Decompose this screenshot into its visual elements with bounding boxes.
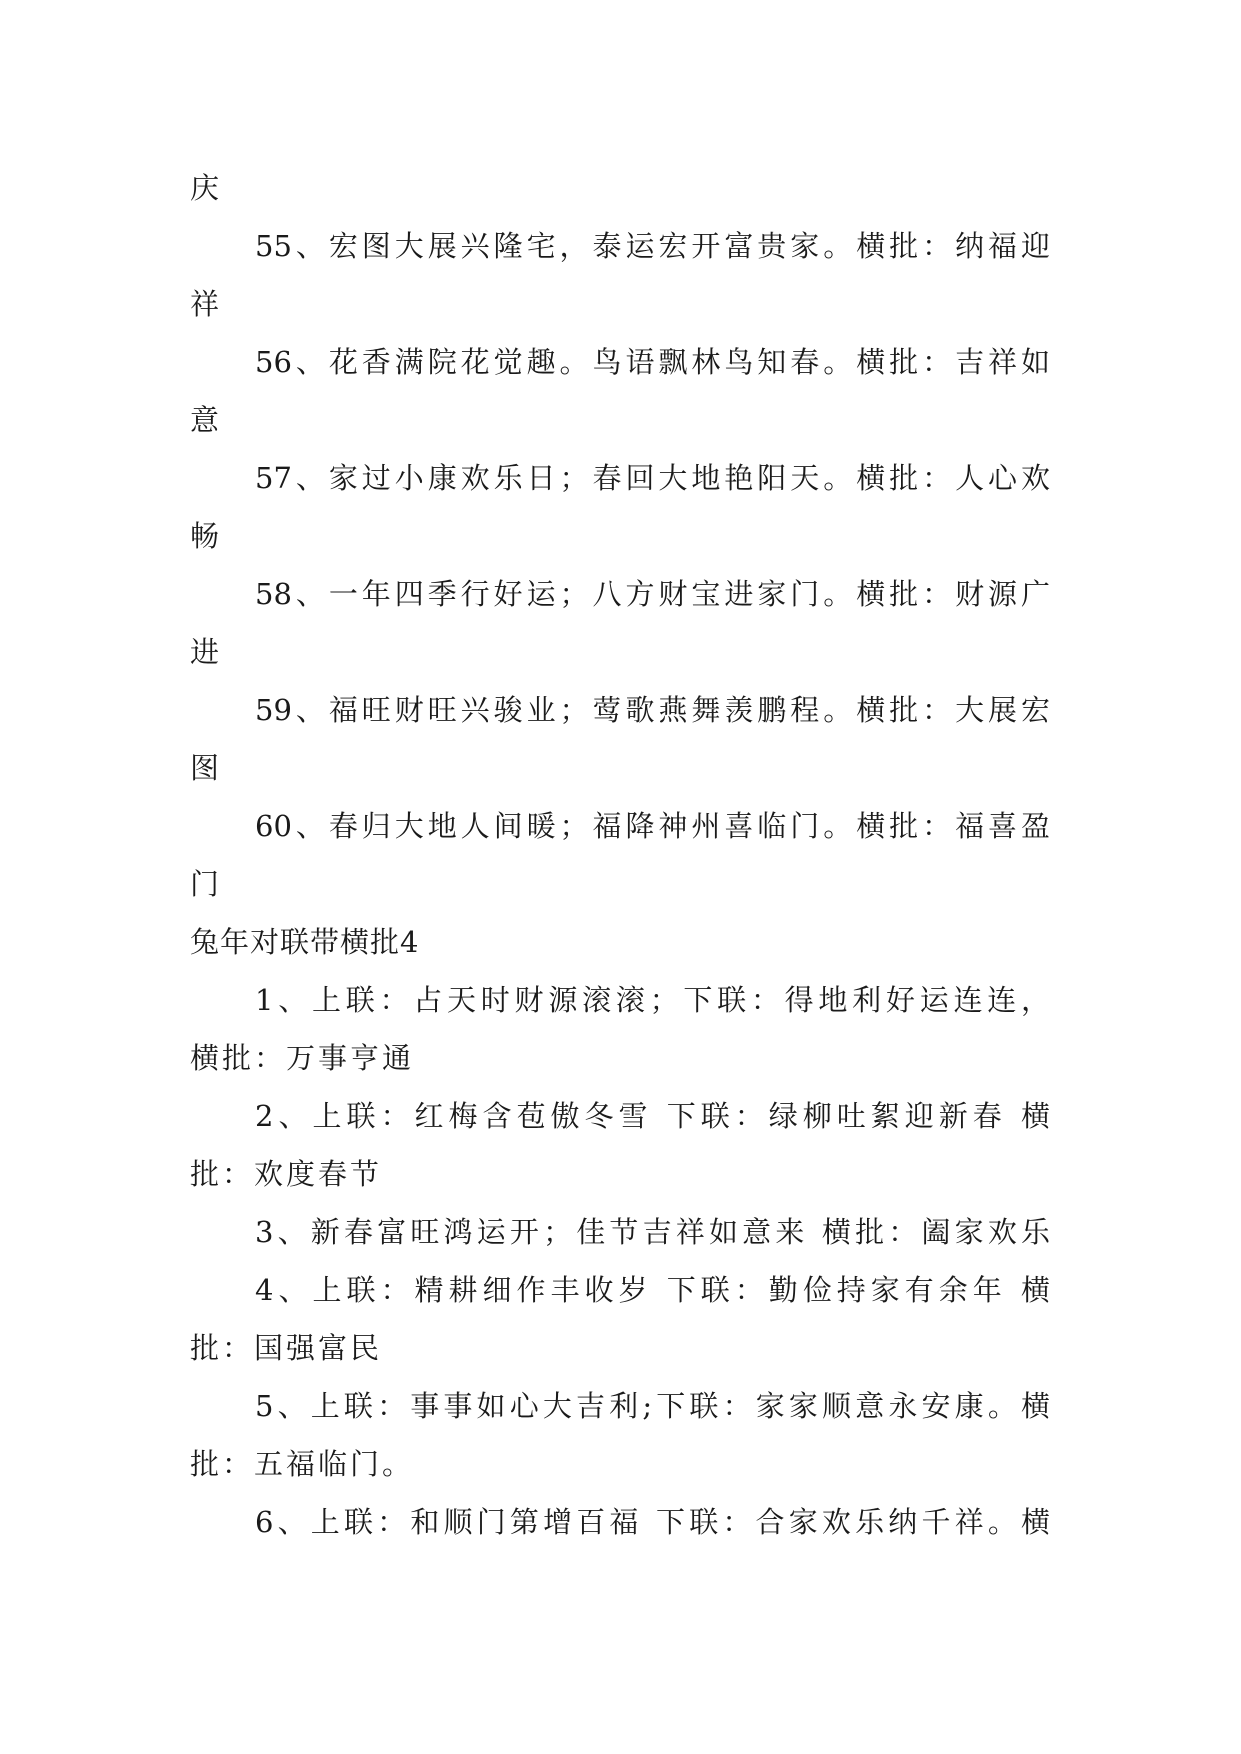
couplet-item-6: 6、上联：和顺门第增百福 下联：合家欢乐纳千祥。横 (255, 1505, 1050, 1539)
couplet-item-56: 56、花香满院花觉趣。鸟语飘林鸟知春。横批：吉祥如 (255, 345, 1050, 379)
text-line-continuation: 批：五福临门。 (190, 1447, 415, 1481)
couplet-item-3: 3、新春富旺鸿运开；佳节吉祥如意来 横批：阖家欢乐 (255, 1215, 1050, 1249)
couplet-item-1: 1、上联：占天时财源滚滚；下联：得地利好运连连， (255, 983, 1050, 1017)
couplet-item-4: 4、上联：精耕细作丰收岁 下联：勤俭持家有余年 横 (255, 1273, 1050, 1307)
text-line-continuation: 祥 (190, 287, 223, 321)
couplet-item-59: 59、福旺财旺兴骏业；莺歌燕舞羡鹏程。横批：大展宏 (255, 693, 1050, 727)
text-line-continuation: 横批：万事亨通 (190, 1041, 415, 1075)
text-line-continuation: 畅 (190, 519, 223, 553)
text-line-continuation: 进 (190, 635, 223, 669)
couplet-item-5: 5、上联：事事如心大吉利;下联：家家顺意永安康。横 (255, 1389, 1050, 1423)
couplet-item-58: 58、一年四季行好运；八方财宝进家门。横批：财源广 (255, 577, 1050, 611)
text-line-continuation: 意 (190, 403, 223, 437)
text-line-continuation: 门 (190, 867, 223, 901)
couplet-item-60: 60、春归大地人间暖；福降神州喜临门。横批：福喜盈 (255, 809, 1050, 843)
text-line-continuation: 批：欢度春节 (190, 1157, 383, 1191)
text-line-continuation: 批：国强富民 (190, 1331, 383, 1365)
couplet-item-57: 57、家过小康欢乐日；春回大地艳阳天。横批：人心欢 (255, 461, 1050, 495)
couplet-item-2: 2、上联：红梅含苞傲冬雪 下联：绿柳吐絮迎新春 横 (255, 1099, 1050, 1133)
section-heading: 兔年对联带横批4 (190, 925, 420, 959)
text-line-continuation: 庆 (190, 171, 223, 205)
couplet-item-55: 55、宏图大展兴隆宅，泰运宏开富贵家。横批：纳福迎 (255, 229, 1050, 263)
text-line-continuation: 图 (190, 751, 223, 785)
